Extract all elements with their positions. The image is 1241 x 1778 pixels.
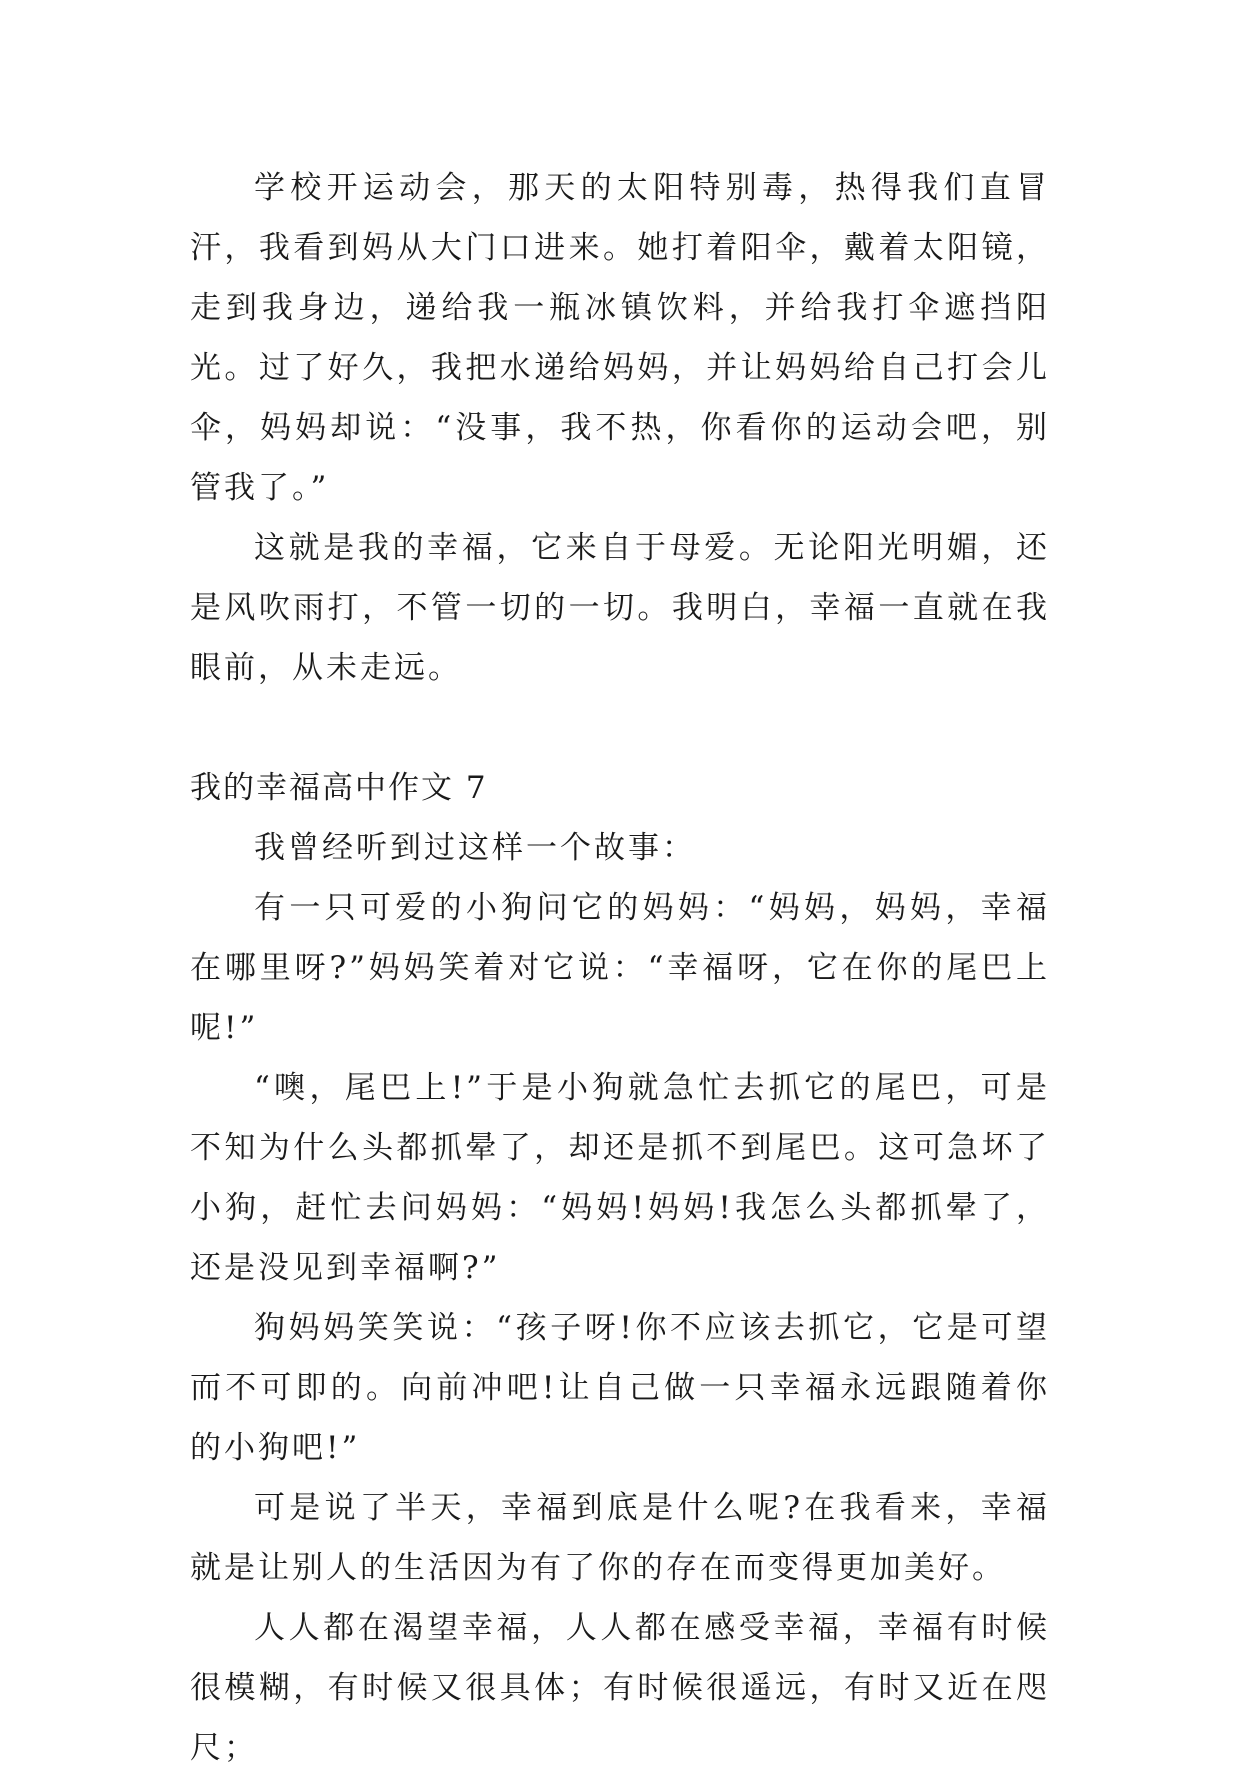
paragraph: 学校开运动会，那天的太阳特别毒，热得我们直冒汗，我看到妈从大门口进来。她打着阳伞，戴着太阳镜，走到我身边，递给我一瓶冰镇饮料，并给我打伞遮挡阳光。过了好久，我把水递给妈妈，并让妈妈给自己打会儿伞，妈妈却说：“没事，我不热，你看你的运动会吧，别管我了。” — [190, 170, 1050, 506]
paragraph: 我曾经听到过这样一个故事： — [254, 830, 696, 866]
document-body — [190, 158, 1050, 1778]
paragraph: 有一只可爱的小狗问它的妈妈：“妈妈，妈妈，幸福在哪里呀?”妈妈笑着对它说：“幸福呀，它在你的尾巴上呢!” — [190, 890, 1050, 1046]
paragraph: 这就是我的幸福，它来自于母爱。无论阳光明媚，还是风吹雨打，不管一切的一切。我明白，幸福一直就在我眼前，从未走远。 — [190, 530, 1050, 686]
paragraph: “噢，尾巴上!”于是小狗就急忙去抓它的尾巴，可是不知为什么头都抓晕了，却还是抓不到尾巴。这可急坏了小狗，赶忙去问妈妈：“妈妈!妈妈!我怎么头都抓晕了，还是没见到幸福啊?” — [190, 1070, 1050, 1286]
paragraph: 人人都在渴望幸福，人人都在感受幸福，幸福有时候很模糊，有时候又很具体；有时候很遥远，有时又近在咫尺； — [190, 1610, 1050, 1766]
section-title: 我的幸福高中作文 7 — [190, 770, 488, 806]
section-spacer — [190, 698, 1050, 758]
paragraph: 狗妈妈笑笑说：“孩子呀!你不应该去抓它，它是可望而不可即的。向前冲吧!让自己做一只幸福永远跟随着你的小狗吧!” — [190, 1310, 1050, 1466]
paragraph: 可是说了半天，幸福到底是什么呢?在我看来，幸福就是让别人的生活因为有了你的存在而变得更加美好。 — [190, 1490, 1050, 1586]
